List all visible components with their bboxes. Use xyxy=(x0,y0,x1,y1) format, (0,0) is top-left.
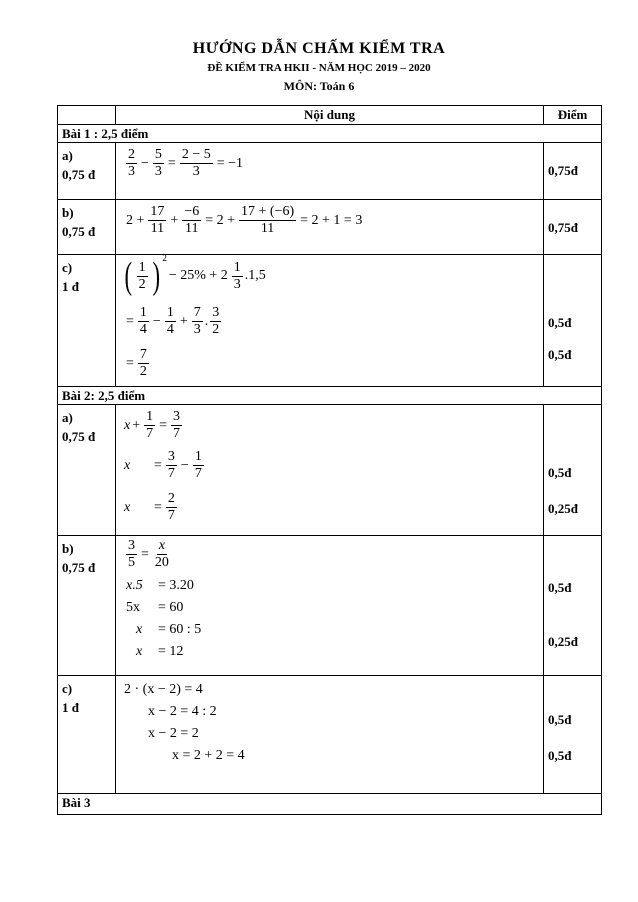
math-line: x = 60 : 5 xyxy=(136,622,202,637)
solution-cell xyxy=(116,536,544,676)
part-label: a) xyxy=(62,410,73,425)
math-line: 2 + $\frac{17}{11}$ + $\frac{-6}{11}$ = 2 + $\frac{17 + (-6)}{11}$ = 2 + 1 = 3 xyxy=(126,204,363,236)
header-content: Nội dung xyxy=(116,106,544,125)
grading-table xyxy=(57,105,602,815)
table-row xyxy=(58,143,602,200)
table-row xyxy=(58,536,602,676)
table-row xyxy=(58,405,602,536)
score-value: 0,5đ xyxy=(548,315,572,330)
math-line: x + $\frac{1}{7}$ = $\frac{3}{7}$ xyxy=(124,409,181,441)
part-points: 1 đ xyxy=(62,279,79,294)
table-row xyxy=(58,200,602,255)
math-line: $\frac{3}{5}$ = $\frac{x}{20}$ xyxy=(128,538,169,570)
solution-cell xyxy=(116,255,544,387)
section-bai2 xyxy=(58,387,602,405)
table-row xyxy=(58,676,602,794)
math-line: x = $\frac{3}{7}$ − $\frac{1}{7}$ xyxy=(124,449,202,481)
math-line: 2 3 − $\frac{5}{3}$ = $\frac{2 - 5}{3}$ = −1 xyxy=(128,147,244,179)
solution-cell xyxy=(116,143,544,200)
section-title: Bài 2: 2,5 điểm xyxy=(58,387,602,405)
score-value: 0,5đ xyxy=(548,748,572,763)
score-value: 0,5đ xyxy=(548,712,572,727)
part-label: a) xyxy=(62,148,73,163)
part-points: 0,75 đ xyxy=(62,429,96,444)
page-title: HƯỚNG DẪN CHẤM KIỂM TRA xyxy=(192,40,446,57)
math-line: x − 2 = 4 : 2 xyxy=(148,704,217,719)
subject-line: MÔN: Toán 6 xyxy=(283,79,355,93)
math-line: x = 2 + 2 = 4 xyxy=(172,748,245,763)
part-points: 1 đ xyxy=(62,700,79,715)
part-label: c) xyxy=(62,260,73,275)
table-row xyxy=(58,255,602,387)
part-points: 0,75 đ xyxy=(62,560,96,575)
section-bai3 xyxy=(58,794,602,815)
math-line: = $\frac{1}{4}$ − $\frac{1}{4}$ + $\frac{7}{3}$ . 3 2 xyxy=(126,305,220,337)
math-line: 5x = 60 xyxy=(126,600,184,615)
math-line: x − 2 = 2 xyxy=(148,726,199,741)
table-header-row xyxy=(58,106,602,125)
math-line: 2 · (x − 2) = 4 xyxy=(124,682,203,697)
section-title: Bài 1 : 2,5 điểm xyxy=(58,125,602,143)
math-line: x = $\frac{2}{7}$ xyxy=(124,491,175,523)
part-points: 0,75 đ xyxy=(62,167,96,182)
score-value: 0,5đ xyxy=(548,347,572,362)
score-value: 0,75đ xyxy=(548,220,578,235)
math-line: = $\frac{7}{2}$ xyxy=(126,347,147,379)
solution-cell xyxy=(116,200,544,255)
score-value: 0,75đ xyxy=(548,163,578,178)
score-value: 0,25đ xyxy=(548,501,578,516)
header-score: Điểm xyxy=(544,106,602,125)
score-value: 0,25đ xyxy=(548,634,578,649)
part-points: 0,75 đ xyxy=(62,224,96,239)
solution-cell xyxy=(116,676,544,794)
math-line: x = 12 xyxy=(136,644,184,659)
solution-cell xyxy=(116,405,544,536)
section-bai1 xyxy=(58,125,602,143)
score-value: 0,5đ xyxy=(548,465,572,480)
part-label: b) xyxy=(62,541,74,556)
part-label: b) xyxy=(62,205,74,220)
part-label: c) xyxy=(62,681,73,696)
section-title: Bài 3 xyxy=(58,794,602,815)
math-line: x.5 = 3.20 xyxy=(126,578,194,593)
exam-subtitle: ĐỀ KIỂM TRA HKII - NĂM HỌC 2019 – 2020 xyxy=(207,62,431,74)
score-value: 0,5đ xyxy=(548,580,572,595)
math-line: ( 1 2 ) 2 − 25% + 2 1 3 .1,5 xyxy=(124,253,266,297)
